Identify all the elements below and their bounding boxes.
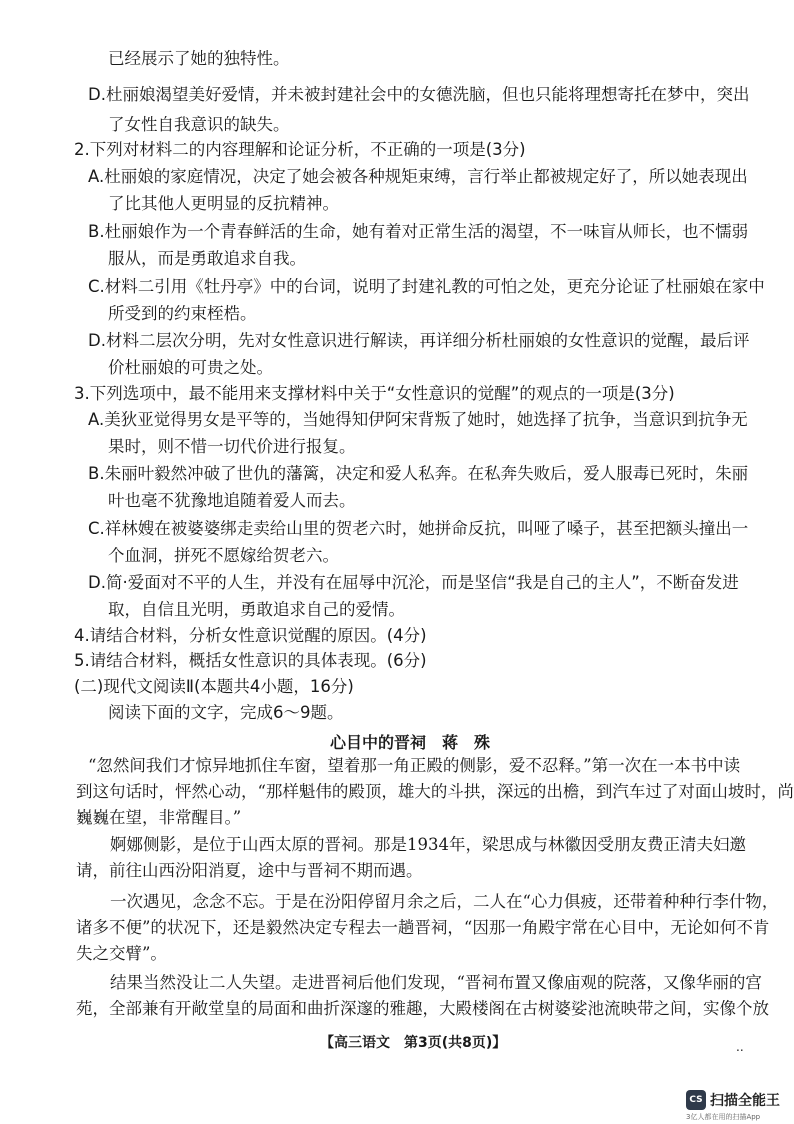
text-line: 4.请结合材料，分析女性意识觉醒的原因。(4分) bbox=[74, 626, 427, 645]
watermark-name: 扫描全能王 bbox=[710, 1093, 780, 1109]
text-line: 婀娜侧影，是位于山西太原的晋祠。那是1934年，梁思成与林徽因受朋友费正清夫妇邀 bbox=[110, 835, 746, 854]
page-footer: 【高三语文 第3页(共8页)】 bbox=[320, 1035, 507, 1051]
text-line: 价杜丽娘的可贵之处。 bbox=[108, 358, 273, 377]
text-line: 服从，而是勇敢追求自我。 bbox=[108, 249, 306, 268]
text-line: B.朱丽叶毅然冲破了世仇的藩篱，决定和爱人私奔。在私奔失败后，爱人服毒已死时，朱丽 bbox=[88, 464, 749, 483]
text-line: 失之交臂”。 bbox=[76, 944, 167, 963]
text-line: “忽然间我们才惊异地抓住车窗，望着那一角正殿的侧影，爱不忍释。”第一次在一本书中读 bbox=[88, 756, 741, 775]
text-line: 巍巍在望，非常醒目。” bbox=[76, 808, 242, 827]
watermark-slogan: 3亿人都在用的扫描App bbox=[686, 1113, 761, 1121]
text-line: 果时，则不惜一切代价进行报复。 bbox=[108, 437, 356, 456]
camscanner-logo-icon: CS bbox=[686, 1090, 706, 1110]
footer-mark: .. bbox=[736, 1040, 744, 1054]
text-line: D.杜丽娘渴望美好爱情，并未被封建社会中的女德洗脑，但也只能将理想寄托在梦中，突出 bbox=[88, 85, 750, 104]
text-line: B.杜丽娘作为一个青春鲜活的生命，她有着对正常生活的渴望，不一味盲从师长，也不懦弱 bbox=[88, 222, 749, 241]
text-line: D.简·爱面对不平的人生，并没有在屈辱中沉沦，而是坚信“我是自己的主人”，不断奋发进 bbox=[88, 573, 739, 592]
text-line: 一次遇见，念念不忘。于是在汾阳停留月余之后，二人在“心力俱疲，还带着种种行李什物， bbox=[110, 892, 779, 911]
text-line: 2.下列对材料二的内容理解和论证分析，不正确的一项是(3分) bbox=[74, 140, 526, 159]
scanner-watermark bbox=[686, 1090, 780, 1110]
text-line: (二)现代文阅读Ⅱ(本题共4小题，16分) bbox=[74, 677, 354, 696]
article-title: 心目中的晋祠 蒋 殊 bbox=[330, 733, 491, 752]
text-line: 请，前往山西汾阳消夏，途中与晋祠不期而遇。 bbox=[76, 861, 423, 880]
text-line: 取，自信且光明，勇敢追求自己的爱情。 bbox=[108, 600, 405, 619]
text-line: 到这句话时，怦然心动，“那样魁伟的殿顶，雄大的斗拱，深远的出檐，到汽车过了对面山坡时，尚 bbox=[76, 782, 794, 801]
text-line: 了女性自我意识的缺失。 bbox=[108, 115, 290, 134]
text-line: 结果当然没让二人失望。走进晋祠后他们发现，“晋祠布置又像庙观的院落，又像华丽的宫 bbox=[110, 973, 762, 992]
text-line: 所受到的约束桎梏。 bbox=[108, 304, 257, 323]
text-line: 5.请结合材料，概括女性意识的具体表现。(6分) bbox=[74, 651, 427, 670]
text-line: A.美狄亚觉得男女是平等的，当她得知伊阿宋背叛了她时，她选择了抗争，当意识到抗争无 bbox=[88, 410, 748, 429]
text-line: 了比其他人更明显的反抗精神。 bbox=[108, 194, 339, 213]
text-line: C.材料二引用《牡丹亭》中的台词，说明了封建礼教的可怕之处，更充分论证了杜丽娘在家中 bbox=[88, 277, 765, 296]
text-line: 3.下列选项中，最不能用来支撑材料中关于“女性意识的觉醒”的观点的一项是(3分) bbox=[74, 384, 675, 403]
text-line: C.祥林嫂在被婆婆绑走卖给山里的贺老六时，她拼命反抗，叫哑了嗓子，甚至把额头撞出一 bbox=[88, 519, 749, 538]
text-line: 苑，全部兼有开敞堂皇的局面和曲折深邃的雅趣，大殿楼阁在古树婆娑池流映带之间，实像个放 bbox=[76, 999, 769, 1018]
text-line: A.杜丽娘的家庭情况，决定了她会被各种规矩束缚，言行举止都被规定好了，所以她表现出 bbox=[88, 167, 748, 186]
text-line: 诸多不便”的状况下，还是毅然决定专程去一趟晋祠，“因那一角殿宇常在心目中，无论如何不肯 bbox=[76, 918, 770, 937]
text-line: 阅读下面的文字，完成6～9题。 bbox=[108, 703, 344, 722]
text-line: D.材料二层次分明，先对女性意识进行解读，再详细分析杜丽娘的女性意识的觉醒，最后评 bbox=[88, 331, 750, 350]
text-line: 已经展示了她的独特性。 bbox=[108, 49, 290, 68]
text-line: 个血洞，拼死不愿嫁给贺老六。 bbox=[108, 546, 339, 565]
text-line: 叶也毫不犹豫地追随着爱人而去。 bbox=[108, 491, 356, 510]
